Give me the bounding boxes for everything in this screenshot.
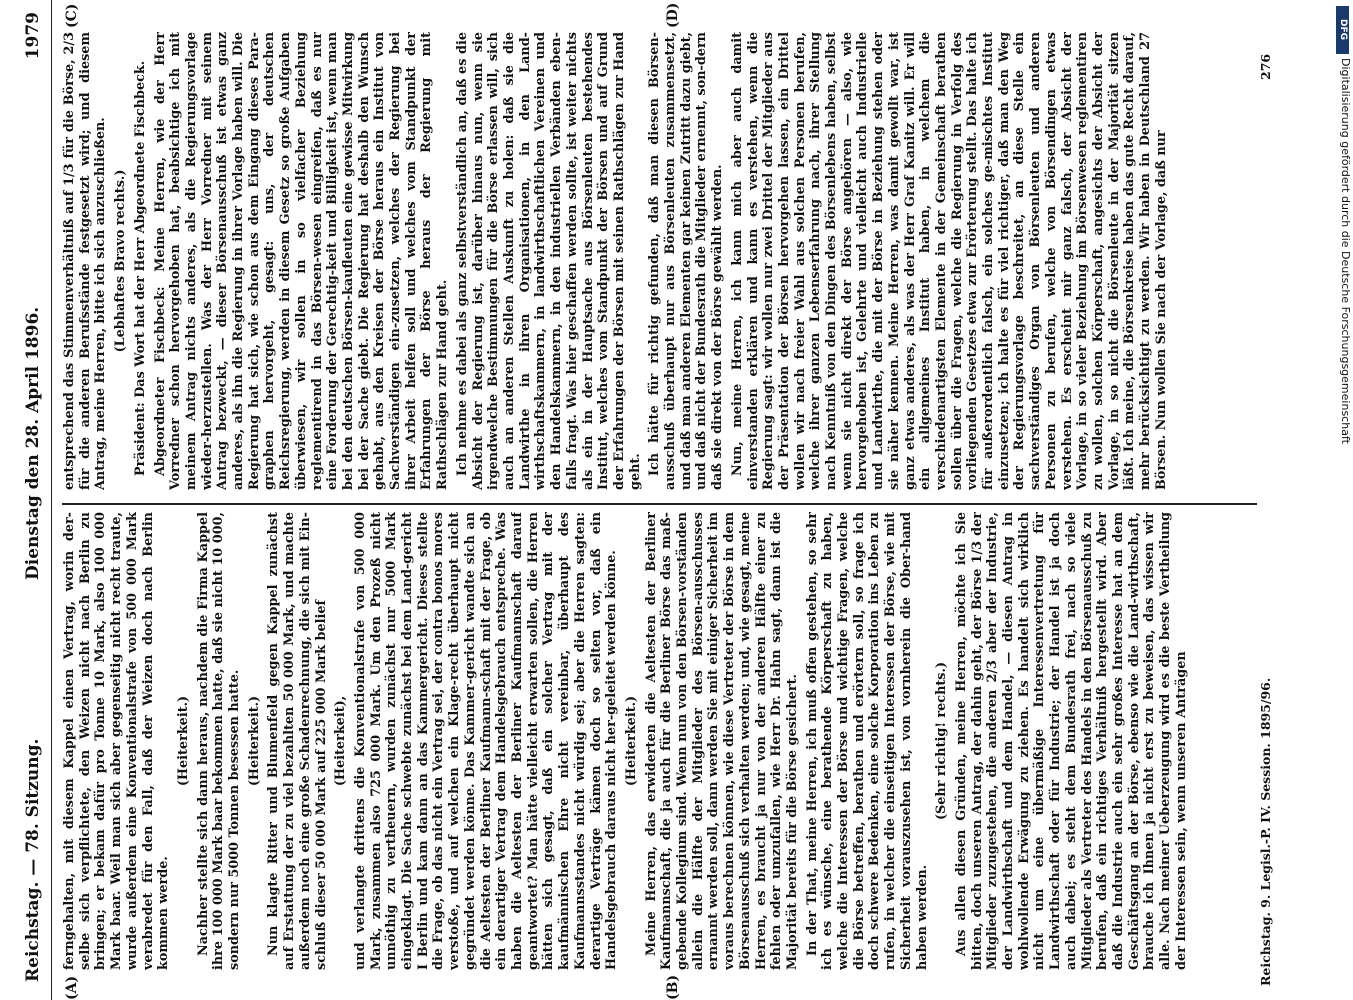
running-header	[12, 0, 52, 1000]
margin-marker-d: (D)	[665, 2, 681, 28]
left-text-column	[62, 512, 1257, 970]
paragraph: Aus allen diesen Gründen, meine Herren, möchte ich Sie bitten, doch unseren Antrag, der dahin geht, der Börse 1/3 der Mitglieder zuzugestehen, die anderen 2/3 aber der Industrie, der Landwirthschaft und dem Handel, — diesen Antrag in wohlwollende Erwägung zu ziehen. Es handelt sich wirklich nicht um eine übermäßige Interessenvertretung für Landwirthschaft oder für Industrie; der Handel ist ja doch auch dabei; es steht dem Bundesrath frei, nach so viele Mitglieder als Vertreter des Handels in den Börsenausschuß zu berufen, daß ein richtiges Verhältniß hergestellt wird. Aber daß die Industrie auch ein sehr großes Interesse hat an dem Geschäftsgang an der Börse, ebenso wie die Land-wirthschaft, brauche ich Ihnen ja nicht erst zu beweisen, das wissen wir alle. Nach meiner Ueberzeugung wird es die beste Vertheilung der Interessen sein, wenn unseren Anträgen	[953, 512, 1189, 970]
stage-direction: (Heiterkeit.)	[175, 695, 191, 787]
stage-direction: (Heiterkeit.)	[246, 695, 262, 787]
paragraph: Nun klagte Ritter und Blumenfeld gegen Kappel zunächst auf Erstattung der zu viel bezahlten 50 000 Mark, und machte außerdem noch eine große Schadenrechnung, die sich mit Ein-schluß dieser 50 000 Mark auf 225 000 Mark belief	[266, 512, 329, 970]
stage-direction: (Heiterkeit),	[333, 695, 349, 787]
paragraph: Meine Herren, das erwiderten die Aeltesten der Berliner Kaufmannschaft, die ja auch für die Berliner Börse das maß-gebende Kollegium sind. Wenn nun von den Börsen-vorständen allein die Hälfte der Mitglieder des Börsen-ausschusses ernannt werden soll, dann werden Sie mit einiger Sicherheit im voraus berechnen können, wie diese Vertreter der Börse in dem Börsenausschuß sich verhalten werden; und, wie gesagt, meine Herren, es braucht ja nur von der anderen Hälfte einer zu fehlen oder umzufallen, wie Herr Dr. Hahn sagt, dann ist die Majorität bereits für die Börse gesichert.	[643, 512, 800, 970]
header-date: Dienstag den 28. April 1896.	[23, 306, 43, 580]
stage-direction: (Sehr richtig! rechts.)	[934, 661, 950, 821]
paragraph: Abgeordneter Fischbeck: Meine Herren, wie der Herr Vorredner schon hervorgehoben hat, beabsichtige ich mit meinem Antrag nichts anderes, als die Regierungsvorlage wieder-herzustellen. Was der Herr Vorredner mit seinem Antrag bezweckt, — dieser Börsenausschuß ist etwas ganz anderes, als ihn die Regierung in ihrer Vorlage haben will. Die Regierung hat sich, wie schon aus dem Eingang dieses Para-graphen hervorgeht, gesagt: uns, der deutschen Reichsregierung, werden in diesem Gesetz so große Aufgaben überwiesen, wir sollen in so vielfacher Beziehung reglementirend in das Börsen-wesen eingreifen, daß es nur eine Forderung der Gerechtig-keit und Billigkeit ist, wenn man bei den deutschen Börsen-kaufleuten eine gewisse Mitwirkung bei der Sache giebt. Die Regierung hat deshalb den Wunsch gehabt, aus den Kreisen der Börse heraus ein Institut von Sachverständigen ein-zusetzen, welches der Regierung bei ihrer Arbeit helfen soll und welches vom Standpunkt der Erfahrungen der Börse heraus der Regierung mit Rathschlägen zur Hand geht.	[152, 32, 451, 490]
stage-direction: (Heiterkeit.)	[623, 695, 639, 787]
footer-session-info: Reichstag. 9. Legisl.-P. IV. Session. 1895/96.	[1258, 677, 1273, 986]
paragraph: In der That, meine Herren, ich muß offen gestehen, so sehr ich es wünsche, eine berathende Körperschaft zu haben, welche die Interessen der Börse und wichtige Fragen, welche die Börse betreffen, berathen und erörtern soll, so frage ich doch schwere Bedenken, eine solche Korporation ins Leben zu rufen, in welcher die einseitigen Interessen der Börse, wie mit Sicherheit vorauszusehen ist, von vornherein die Ober-hand haben werden.	[804, 512, 930, 970]
header-session: Reichstag. — 78. Sitzung.	[23, 738, 43, 982]
dfg-logo: DFG	[1336, 6, 1349, 54]
stage-direction: (Lebhaftes Bravo rechts.)	[113, 169, 129, 353]
margin-marker-a: (A)	[64, 975, 80, 1000]
paragraph: Nun, meine Herren, ich kann mich aber auch damit einverstanden erklären und kann es verstehen, wenn die Regierung sagt: wir wollen nur zwei Drittel der Mitglieder aus der Präsentation der Börsen hervorgehen lassen, ein Drittel wollen wir nach freier Wahl aus solchen Personen berufen, welche ihrer ganzen Lebenserfahrung nach, ihrer Stellung nach Kenntniß von den Dingen des Börsenlebens haben, selbst wenn sie nicht direkt der Börse angehören — also, wie hervorgehoben ist, Gelehrte und vielleicht auch Industrielle und Landwirthe, die mit der Börse in Beziehung stehen oder sie näher kennen. Meine Herren, was damit gewollt war, ist ganz etwas anderes, als was der Herr Graf Kanitz will. Er will ein allgemeines Institut haben, in welchem die verschiedenartigsten Elemente in der Gemeinschaft berathen sollen über die Fragen, welche die Regierung in Verfolg des vorliegenden Gesetzes etwa zur Erörterung stellt. Das halte ich für außerordentlich falsch, ein solches ge-mischtes Institut einzusetzen; ich halte es für viel richtiger, daß man den Weg der Regierungsvorlage beschreitet, an diese Stelle ein sachverständiges Organ von Börsenleuten und anderen Personen zu berufen, welche von Börsendingen etwas verstehen. Es erscheint mir ganz falsch, der Absicht der Vorlage, in so vieler Beziehung im Börsenwesen reglementiren zu wollen, solchen Körperschaft, angesichts der Absicht der Vorlage, in so nicht die Börsenleute in der Majorität sitzen läßt. Ich meine, die Börsenkreise haben das gute Recht darauf, mehr berücksichtigt zu werden. Wir haben in Deutschland 27 Börsen. Nun wollen Sie nach der Vorlage, daß nur	[729, 32, 1169, 490]
header-page-number: 1979	[23, 12, 43, 60]
paragraph: entsprechend das Stimmenverhältniß auf 1/3 für die Börse, 2/3 für die anderen Berufsstände festgesetzt wird; und diesem Antrag, meine Herren, bitte ich sich anzuschließen.	[62, 32, 109, 490]
margin-marker-c: (C)	[64, 3, 80, 28]
paragraph: ferngehalten, mit diesem Kappel einen Vertrag, worin der-selbe sich verpflichtete, den Weizen nicht nach Berlin zu bringen; er bekam dafür pro Tonne 10 Mark, also 100 000 Mark baar. Weil man sich aber gegenseitig nicht recht traute, wurde außerdem eine Konventionalstrafe von 500 000 Mark verabredet für den Fall, daß der Weizen doch nach Berlin kommen werde.	[62, 512, 172, 970]
paragraph: und verlangte drittens die Konventionalstrafe von 500 000 Mark, zusammen also 725 000 Mark. Um den Prozeß nicht unnöthig zu vertheuern, wurden zunächst nur 5000 Mark eingeklagt. Die Sache schwebte zunächst bei dem Land-gericht I Berlin und kam dann an das Kammergericht. Dieses stellte die Frage, ob das nicht ein Vertrag sei, der contra bonos mores verstoße, und auf welchen ein Klage-recht überhaupt nicht gegründet werden könne. Das Kammer-gericht wandte sich an die Aeltesten der Berliner Kaufmann-schaft mit der Frage, ob ein derartiger Vertrag dem Handelsgebrauch entspreche. Was haben die Aeltesten der Berliner Kaufmannschaft darauf geantwortet? Man hätte vielleicht erwarten sollen, die Herren hätten sich gesagt, daß ein solcher Vertrag mit der kaufmännischen Ehre nicht vereinbar, überhaupt des Kaufmannsstandes nicht würdig sei; aber die Herren sagten: derartige Verträge kämen doch so selten vor, daß ein Handelsgebrauch daraus nicht her-geleitet werden könne.	[352, 512, 620, 970]
paragraph: Ich hätte für richtig gefunden, daß man diesen Börsen-ausschuß überhaupt nur aus Börsenleuten zusammensetzt, und daß man anderen Elementen gar keinen Zutritt dazu giebt, und daß nicht der Bundesrath die Mitglieder ernennt, son-dern daß sie direkt von der Börse gewählt werden.	[647, 32, 726, 490]
paragraph: Ich nehme es dabei als ganz selbstverständlich an, daß es die Absicht der Regierung ist, darüber hinaus nun, wenn sie irgendwelche Bestimmungen für die Börse erlassen will, sich auch an anderen Stellen Auskunft zu holen: daß sie die Landwirthe in ihren Organisationen, in den Land-wirthschaftskammern, in landwirthschaftlichen Vereinen und den Handelskammern, in den industriellen Verbänden eben-falls fragt. Was hier geschaffen werden sollte, ist weiter nichts als ein in der Hauptsache aus Börsenleuten bestehendes Institut, welches vom Standpunkt der Börsen und auf Grund der Erfahrungen der Börsen mit seinen Rathschlägen zur Hand geht.	[454, 32, 643, 490]
right-text-column	[62, 32, 1257, 490]
margin-marker-b: (B)	[665, 974, 681, 1000]
column-divider	[62, 504, 1257, 506]
paragraph: Präsident: Das Wort hat der Herr Abgeordnete Fischbeck.	[132, 60, 148, 476]
paragraph: Nachher stellte sich dann heraus, nachdem die Firma Kappel ihre 100 000 Mark baar bekommen hatte, daß sie nicht 10 000, sondern nur 5000 Tonnen besessen hatte.	[195, 512, 243, 970]
printer-signature: 276	[1258, 53, 1273, 80]
digitization-credit: Digitalisierung gefördert durch die Deutsche Forschungsgemeinschaft	[1339, 58, 1352, 444]
